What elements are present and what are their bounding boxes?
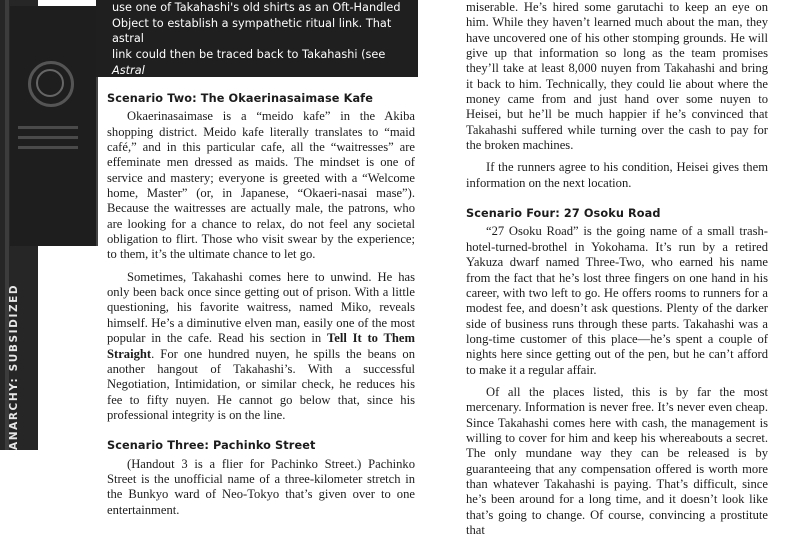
callout-line: link could then be traced back to Takahashi (see Astral [112, 48, 386, 77]
sidebar-label-text: ANARCHY: SUBSIDIZED [8, 283, 20, 450]
right-column [466, 0, 768, 545]
decorative-bar [18, 136, 78, 139]
callout-text [112, 0, 412, 94]
emblem-inner-icon [36, 69, 64, 97]
decorative-bar [18, 126, 78, 129]
scenario-four-heading: Scenario Four: 27 Osoku Road [466, 207, 661, 221]
paragraph: If the runners agree to his condition, Heisei gives them information on the next location. [466, 160, 768, 190]
decorative-bar [18, 146, 78, 149]
callout-line: Object to establish a sympathetic ritual link. That astral [112, 16, 392, 46]
paragraph: Of all the places listed, this is by far the most mercenary. Information is never free. It’s never even cheap. Since Takahashi comes here with cash, the management is willing to cover for him and keep his whereabouts a secret. The only mundane way they can be released is by guaranteeing that any compensation offered is worth more than whatever Takahashi is paying. That’s difficult, since he’s been around for a long time, and it doesn’t look like that’s going to change. Of course, convincing a prostitute that [466, 384, 768, 537]
paragraph: (Handout 3 is a flier for Pachinko Street.) Pachinko Street is the unofficial name of a three-kilometer stretch in the Bunkyo ward of Neo-Tokyo that’s given over to one entertainment. [107, 456, 415, 517]
callout-line: Tracking, SR4A, p. 193). [112, 79, 249, 93]
paragraph: “27 Osoku Road” is the going name of a small trash-hotel-turned-brothel in Yokohama. It’s run by a retired Yakuza dwarf named Three-Two, who earned his name from the fact that he’s lost three fingers on one hand in his career, with two left to go. He offers rooms to runners for a modest fee, and doesn’t ask questions. Plenty of the darker side of business runs through these parts. Takahashi was a long-time customer of this place—he’s spent a couple of nights here since getting out of the pen, but he can’t afford to make it a regular affair. [466, 224, 768, 377]
decorative-panel [10, 6, 98, 246]
scenario-two-heading: Scenario Two: The Okaerinasaimase Kafe [107, 92, 373, 105]
sidebar-label [6, 285, 30, 450]
scenario-three-heading: Scenario Three: Pachinko Street [107, 439, 316, 453]
paragraph: miserable. He’s hired some garutachi to keep an eye on him. While they haven’t learned much about the man, they have uncovered one of his other stomping grounds. He will give up that information so long as the team promises they’ll take at least 8,000 nuyen from Takahashi and bring it back to him. Technically, they could lie about where the money came from and just hand over some nuyen to Heisei, but he’ll be much happier if he’s convinced that Takahashi suffered while turning over the cash to pay for the broken machines. [466, 0, 768, 153]
callout-line: use one of Takahashi's old shirts as an Oft-Handled [112, 1, 401, 14]
paragraph: Sometimes, Takahashi comes here to unwind. He has only been back once since getting out of prison. With a little questioning, his favorite waitress, named Miko, reveals himself. He’s a diminutive elven man, easily one of the most popular in the cafe. Read his section in Tell It to Them Straight. For one hundred nuyen, he spills the beans on another hangout of Takahashi’s. With a successful Negotiation, Intimidation, or similar check, he reduces his fee to fifty nuyen. He cannot go below that, since his professional integrity is on the line. [107, 269, 415, 422]
left-column [107, 91, 415, 525]
paragraph: Okaerinasaimase is a “meido kafe” in the Akiba shopping district. Meido kafe literally translates to “maid café,” and in this particular cafe, all the “waitresses” are effeminate men dressed as maids. The mindset is one of service and mastery; everyone is greeted with a “Welcome home, Master” (or, in Japanese, “Okaeri-nasai mase”). Because the waitresses are actually male, the patrons, who are looking for a chance to relax, do not feel any societal obligation to flirt. Those who visit swear by the experience; to them, it’s the ultimate chance to let go. [107, 109, 415, 262]
